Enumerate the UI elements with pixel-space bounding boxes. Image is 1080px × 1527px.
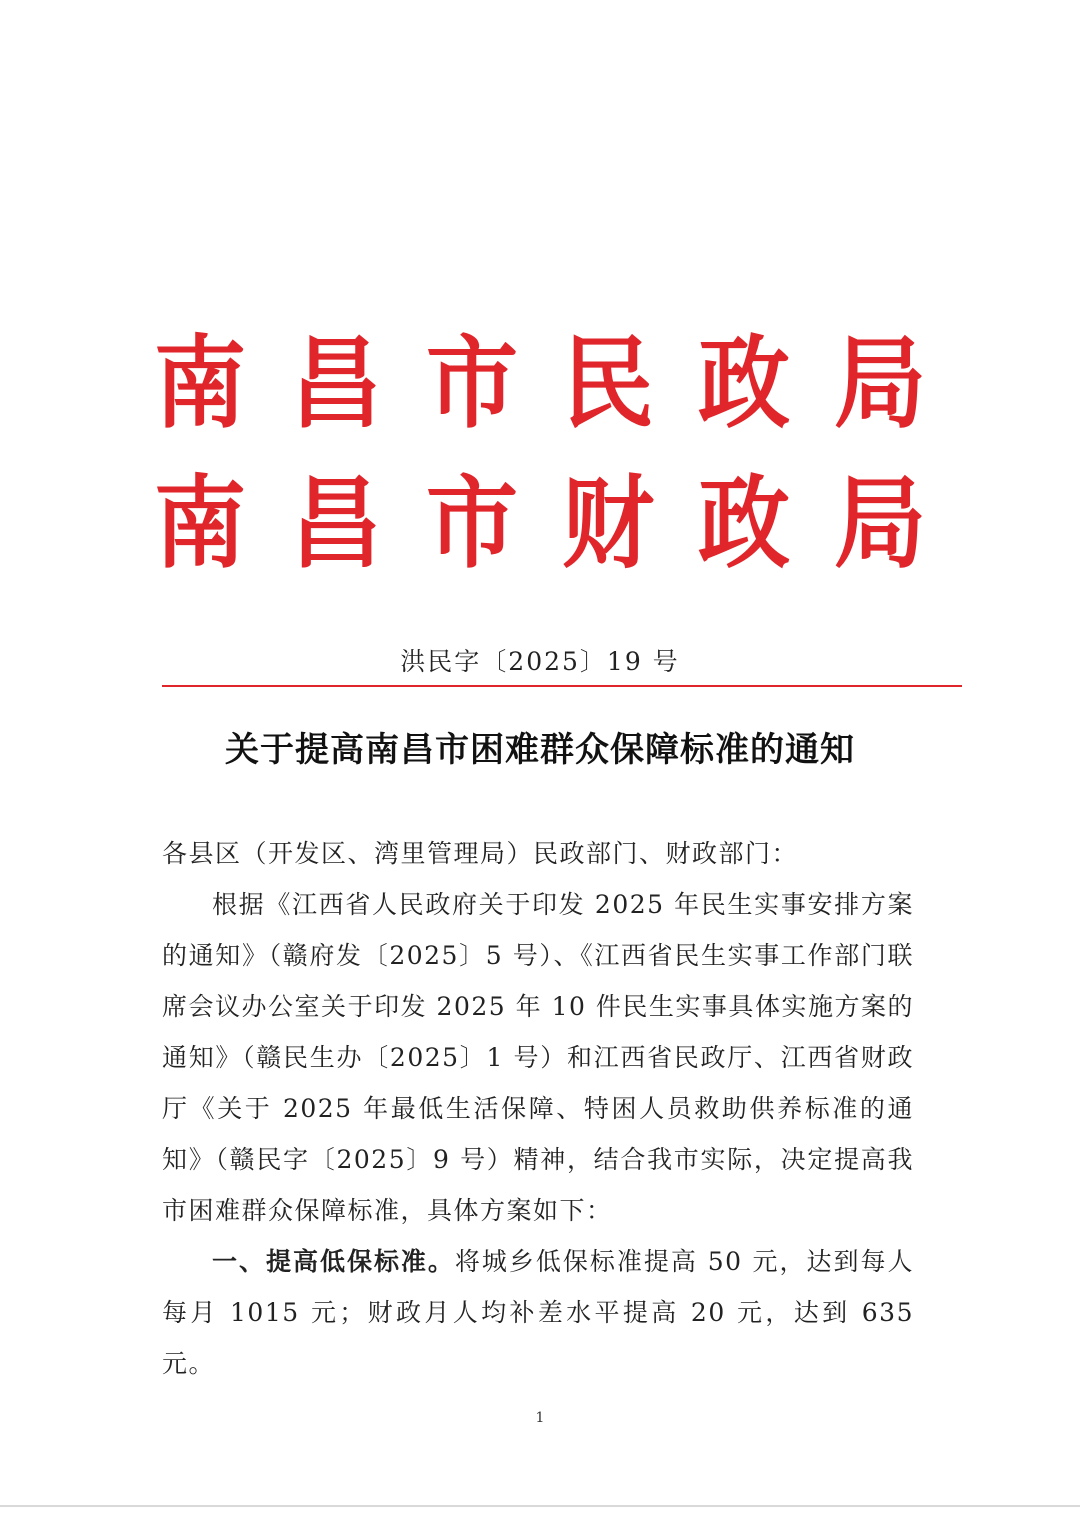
agency-char: 市	[426, 324, 518, 442]
agency-char: 局	[834, 464, 926, 582]
issuing-agency-civil-affairs	[150, 324, 930, 442]
document-number: 洪民字〔2025〕19 号	[400, 647, 680, 676]
salutation: 各县区（开发区、湾里管理局）民政部门、财政部门：	[162, 839, 799, 868]
agency-char: 政	[698, 464, 790, 582]
agency-char: 市	[426, 464, 518, 582]
document-body	[162, 828, 914, 1389]
agency-char: 昌	[290, 324, 382, 442]
agency-char: 局	[834, 324, 926, 442]
page-number: 1	[535, 1410, 545, 1426]
list-item	[162, 1236, 914, 1389]
item-heading: 一、提高低保标准。	[212, 1247, 455, 1276]
agency-char: 南	[154, 464, 246, 582]
agency-char: 南	[154, 324, 246, 442]
document-title: 关于提高南昌市困难群众保障标准的通知	[225, 730, 855, 770]
paragraph: 根据《江西省人民政府关于印发 2025 年民生实事安排方案的通知》（赣府发〔2025〕5 号）、《江西省民生实事工作部门联席会议办公室关于印发 2025 年 10 件民生实事具体实施方案的通知》（赣民生办〔2025〕1 号）和江西省民政厅、江西省财政厅《关于 2025 年最低生活保障、特困人员救助供养标准的通知》（赣民字〔2025〕9 号）精神，结合我市实际，决定提高我市困难群众保障标准，具体方案如下：	[162, 890, 914, 1225]
agency-char: 财	[562, 464, 654, 582]
agency-char: 政	[698, 324, 790, 442]
agency-char: 昌	[290, 464, 382, 582]
scan-edge-line	[0, 1505, 1080, 1507]
item-text: 将城乡低保标准提高 50 元，达到每人每月 1015 元；财政月人均补差水平提高 20 元，达到 635 元。	[162, 1247, 914, 1378]
red-divider-line	[162, 685, 962, 687]
issuing-agency-finance	[150, 464, 930, 582]
agency-char: 民	[562, 324, 654, 442]
